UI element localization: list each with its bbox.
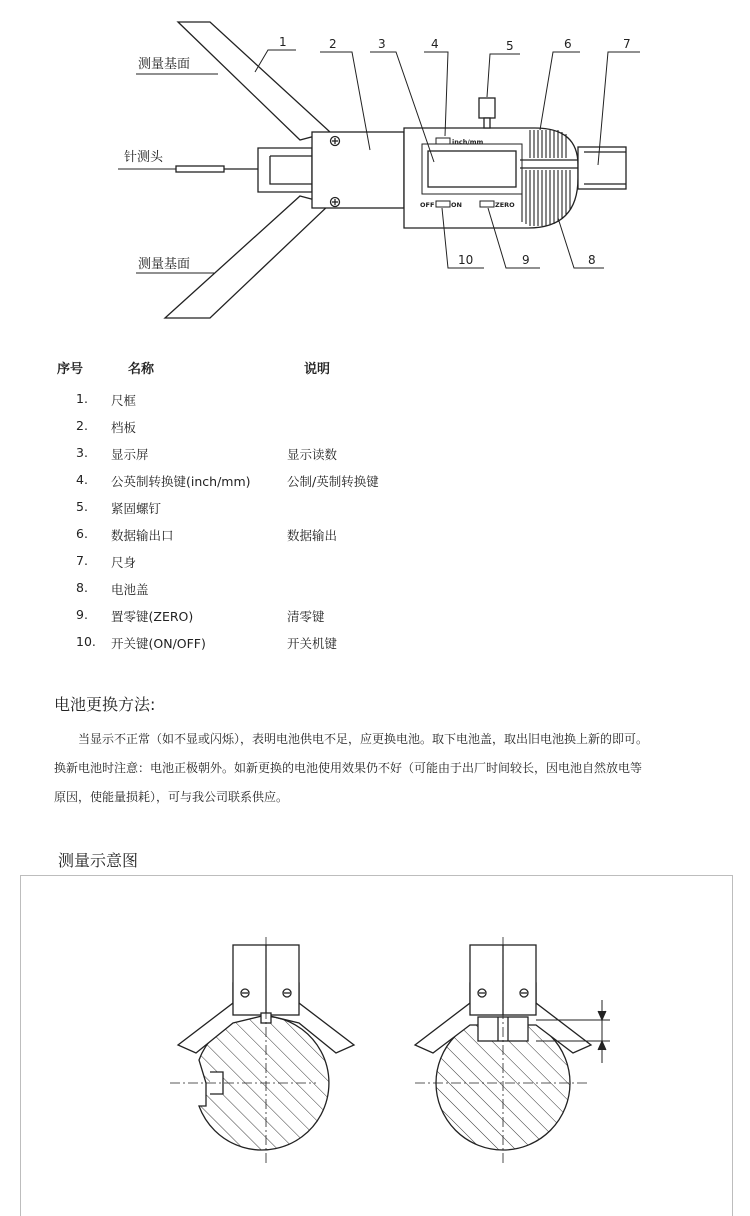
- label-probe: 针测头: [124, 150, 164, 165]
- callout-10: 10: [458, 253, 474, 267]
- row-index: 7.: [76, 553, 88, 568]
- label-measure-base-bottom: 测量基面: [138, 257, 191, 272]
- row-index: 2.: [76, 418, 88, 433]
- battery-section-title: 电池更换方法:: [54, 695, 156, 714]
- row-desc: 数据输出: [287, 528, 338, 543]
- row-name: 置零键(ZERO): [111, 609, 194, 624]
- callout-9: 9: [522, 253, 530, 267]
- row-desc: 显示读数: [287, 447, 338, 462]
- row-index: 6.: [76, 526, 88, 541]
- row-index: 8.: [76, 580, 88, 595]
- on-off-key: [436, 201, 450, 207]
- probe-tip: [176, 166, 224, 172]
- inch-mm-key: [436, 138, 450, 144]
- row-name: 公英制转换键(inch/mm): [111, 474, 251, 489]
- row-name: 显示屏: [111, 447, 149, 462]
- top-measuring-wing: [178, 22, 330, 140]
- row-index: 9.: [76, 607, 88, 622]
- zero-text: ZERO: [495, 201, 515, 209]
- row-name: 开关键(ON/OFF): [111, 636, 206, 651]
- row-desc: 开关机键: [287, 636, 338, 651]
- callout-1: 1: [279, 35, 287, 49]
- left-frame: [258, 148, 312, 192]
- row-name: 档板: [111, 420, 137, 435]
- callout-3: 3: [378, 37, 386, 51]
- battery-line-1: 当显示不正常（如不显或闪烁），表明电池供电不足，应更换电池。取下电池盖，取出旧电池换上新的即可。: [54, 732, 649, 746]
- battery-paragraph: [54, 725, 744, 812]
- clamp-screw: [479, 98, 495, 118]
- battery-line-2: 换新电池时注意：电池正极朝外。如新更换的电池使用效果仍不好（可能由于出厂时间较长，因电池自然放电等: [54, 761, 643, 775]
- header-name: 名称: [128, 362, 155, 377]
- row-name: 尺身: [111, 555, 137, 570]
- beam: [578, 147, 626, 189]
- header-desc: 说明: [304, 362, 331, 377]
- inch-mm-text: inch/mm: [452, 138, 484, 146]
- row-desc: 公制/英制转换键: [287, 474, 379, 489]
- off-text: OFF: [420, 201, 435, 209]
- row-index: 10.: [76, 634, 96, 649]
- stop-plate: [312, 132, 404, 208]
- callout-2: 2: [329, 37, 337, 51]
- row-name: 尺框: [111, 393, 137, 408]
- row-index: 4.: [76, 472, 88, 487]
- row-name: 紧固螺钉: [111, 501, 162, 516]
- callout-8: 8: [588, 253, 596, 267]
- on-text: ON: [451, 201, 462, 209]
- label-measure-base-top: 测量基面: [138, 57, 191, 72]
- callout-6: 6: [564, 37, 572, 51]
- measure-diagram: [20, 875, 733, 1216]
- zero-key: [480, 201, 494, 207]
- header-index: 序号: [57, 362, 84, 377]
- callout-7: 7: [623, 37, 631, 51]
- measure-diagram-title: 测量示意图: [58, 851, 139, 870]
- gauge-parts-diagram: [0, 0, 750, 340]
- row-desc: 清零键: [287, 609, 325, 624]
- row-name: 数据输出口: [111, 528, 174, 543]
- display-window: [428, 151, 516, 187]
- row-index: 3.: [76, 445, 88, 460]
- callout-5: 5: [506, 39, 514, 53]
- row-index: 1.: [76, 391, 88, 406]
- callout-4: 4: [431, 37, 439, 51]
- row-name: 电池盖: [111, 582, 149, 597]
- battery-line-3: 原因，使能量损耗），可与我公司联系供应。: [54, 790, 289, 804]
- row-index: 5.: [76, 499, 88, 514]
